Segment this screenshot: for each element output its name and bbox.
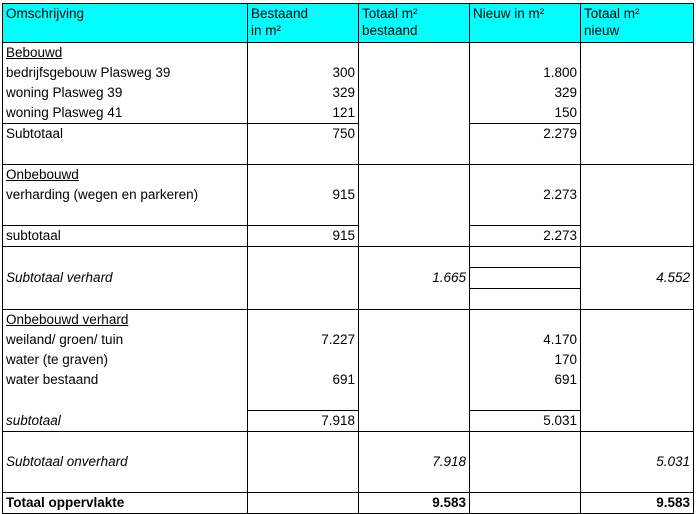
- header-row: [3, 4, 694, 43]
- section-title-row: [3, 165, 694, 186]
- subtotal-label: subtotaal: [3, 226, 248, 247]
- subtotal-onverhard-row: [3, 452, 694, 472]
- row-nieuw: 691: [470, 370, 581, 390]
- row-label: woning Plasweg 39: [3, 83, 248, 103]
- spacer-row: [3, 205, 694, 226]
- header-totaal-nieuw: [581, 4, 694, 43]
- table-row: [3, 83, 694, 103]
- row-bestaand: 300: [248, 63, 359, 83]
- table-row: [3, 330, 694, 350]
- row-label: verharding (wegen en parkeren): [3, 185, 248, 205]
- subtotal-onverhard-totaal-bestaand: 7.918: [359, 452, 470, 472]
- row-nieuw: 2.273: [470, 185, 581, 205]
- row-label: water bestaand: [3, 370, 248, 390]
- table-row: [3, 185, 694, 205]
- row-label: bedrijfsgebouw Plasweg 39: [3, 63, 248, 83]
- spacer-row: [3, 390, 694, 411]
- total-label: Totaal oppervlakte: [3, 493, 248, 514]
- row-bestaand: [248, 350, 359, 370]
- header-nieuw: Nieuw in m²: [470, 4, 581, 43]
- row-nieuw: 150: [470, 103, 581, 124]
- total-row: [3, 493, 694, 514]
- table-row: [3, 103, 694, 124]
- total-totaal-bestaand: 9.583: [359, 493, 470, 514]
- section-title-onbebouwd-verhard-text: Onbebouwd verhard: [6, 312, 129, 327]
- subtotal-label: Subtotaal: [3, 124, 248, 145]
- table-row: [3, 63, 694, 83]
- subtotal-verhard-label: Subtotaal verhard: [3, 268, 248, 289]
- subtotal-bestaand: 915: [248, 226, 359, 247]
- spacer-row: [3, 432, 694, 453]
- subtotal-nieuw: 2.279: [470, 124, 581, 145]
- header-omschrijving: Omschrijving: [3, 4, 248, 43]
- area-table: [2, 3, 694, 514]
- spacer-row: [3, 144, 694, 165]
- subtotal-bestaand: 7.918: [248, 411, 359, 432]
- subtotal-row: [3, 124, 694, 145]
- total-totaal-nieuw: 9.583: [581, 493, 694, 514]
- subtotal-row: [3, 411, 694, 432]
- section-title-bebouwd: [3, 43, 248, 64]
- subtotal-verhard-row: [3, 268, 694, 289]
- spacer-row: [3, 289, 694, 310]
- row-label: woning Plasweg 41: [3, 103, 248, 124]
- section-title-row: [3, 310, 694, 331]
- subtotal-onverhard-label: Subtotaal onverhard: [3, 452, 248, 472]
- subtotal-bestaand: 750: [248, 124, 359, 145]
- header-totaal-nieuw-line1: Totaal m²: [584, 6, 640, 21]
- section-title-onbebouwd-text: Onbebouwd: [6, 167, 79, 182]
- row-label: weiland/ groen/ tuin: [3, 330, 248, 350]
- row-bestaand: 329: [248, 83, 359, 103]
- row-nieuw: 1.800: [470, 63, 581, 83]
- header-bestaand: [248, 4, 359, 43]
- section-title-row: [3, 43, 694, 64]
- table-row: [3, 350, 694, 370]
- row-nieuw: 170: [470, 350, 581, 370]
- row-bestaand: 691: [248, 370, 359, 390]
- spacer-row: [3, 472, 694, 493]
- row-bestaand: 915: [248, 185, 359, 205]
- subtotal-nieuw: 5.031: [470, 411, 581, 432]
- header-totaal-bestaand: [359, 4, 470, 43]
- row-bestaand: 121: [248, 103, 359, 124]
- section-title-onbebouwd-verhard: [3, 310, 248, 331]
- subtotal-label: subtotaal: [3, 411, 248, 432]
- header-bestaand-line2: in m²: [251, 23, 281, 38]
- section-title-bebouwd-text: Bebouwd: [6, 45, 63, 60]
- subtotal-onverhard-totaal-nieuw: 5.031: [581, 452, 694, 472]
- row-bestaand: 7.227: [248, 330, 359, 350]
- subtotal-verhard-totaal-bestaand: 1.665: [359, 268, 470, 289]
- subtotal-nieuw: 2.273: [470, 226, 581, 247]
- spacer-row: [3, 247, 694, 268]
- subtotal-row: [3, 226, 694, 247]
- header-totaal-nieuw-line2: nieuw: [584, 23, 620, 38]
- header-bestaand-line1: Bestaand: [251, 6, 309, 21]
- row-label: water (te graven): [3, 350, 248, 370]
- subtotal-verhard-nieuw-empty: [470, 268, 581, 289]
- row-nieuw: 329: [470, 83, 581, 103]
- subtotal-verhard-totaal-nieuw: 4.552: [581, 268, 694, 289]
- table-row: [3, 370, 694, 390]
- header-totaal-bestaand-line2: bestaand: [362, 23, 418, 38]
- header-totaal-bestaand-line1: Totaal m²: [362, 6, 418, 21]
- row-nieuw: 4.170: [470, 330, 581, 350]
- section-title-onbebouwd: [3, 165, 248, 186]
